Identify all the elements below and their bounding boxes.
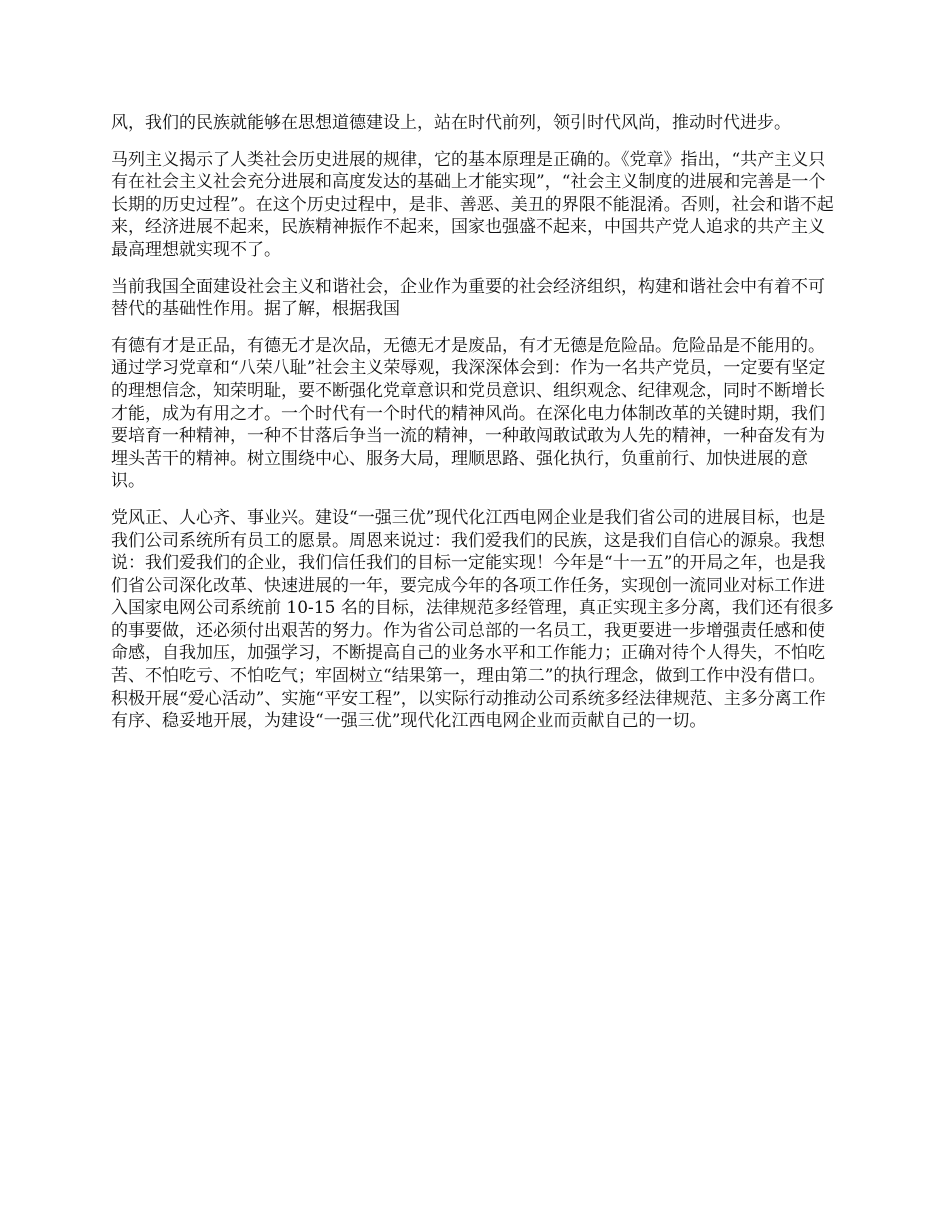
- document-body: [111, 112, 839, 747]
- paragraph-3: 当前我国全面建设社会主义和谐社会，企业作为重要的社会经济组织，构建和谐社会中有着不可替代的基础性作用。据了解，根据我国: [111, 276, 825, 320]
- paragraph-4: 有德有才是正品，有德无才是次品，无德无才是废品，有才无德是危险品。危险品是不能用的。通过学习党章和“八荣八耻”社会主义荣辱观，我深深体会到：作为一名共产党员，一定要有坚定的理想信念，知荣明耻，要不断强化党章意识和党员意识、组织观念、纪律观念，同时不断增长才能，成为有用之才。一个时代有一个时代的精神风尚。在深化电力体制改革的关键时期，我们要培育一种精神，一种不甘落后争当一流的精神，一种敢闯敢试敢为人先的精神，一种奋发有为埋头苦干的精神。树立围绕中心、服务大局，理顺思路、强化执行，负重前行、加快进展的意识。: [111, 335, 826, 492]
- paragraph-1: 风，我们的民族就能够在思想道德建设上，站在时代前列，领引时代风尚，推动时代进步。: [111, 113, 791, 133]
- paragraph-2: 马列主义揭示了人类社会历史进展的规律，它的基本原理是正确的。《党章》指出，“共产主义只有在社会主义社会充分进展和高度发达的基础上才能实现”，“社会主义制度的进展和完善是一个长期的历史过程”。在这个历史过程中，是非、善恶、美丑的界限不能混淆。否则，社会和谐不起来，经济进展不起来，民族精神振作不起来，国家也强盛不起来，中国共产党人追求的共产主义最高理想就实现不了。: [111, 149, 834, 260]
- paragraph-5: 党风正、人心齐、事业兴。建设“一强三优”现代化江西电网企业是我们省公司的进展目标，也是我们公司系统所有员工的愿景。周恩来说过：我们爱我们的民族，这是我们自信心的源泉。我想说：我们爱我们的企业，我们信任我们的目标一定能实现！今年是“十一五”的开局之年，也是我们省公司深化改革、快速进展的一年，要完成今年的各项工作任务，实现创一流同业对标工作进入国家电网公司系统前 10-15 名的目标，法律规范多经管理，真正实现主多分离，我们还有很多的事要做，还必须付出艰苦的努力。作为省公司总部的一名员工，我更要进一步增强责任感和使命感，自我加压，加强学习，不断提高自己的业务水平和工作能力；正确对待个人得失，不怕吃苦、不怕吃亏、不怕吃气；牢固树立“结果第一，理由第二”的执行理念，做到工作中没有借口。积极开展“爱心活动”、实施“平安工程”，以实际行动推动公司系统多经法律规范、主多分离工作有序、稳妥地开展，为建设“一强三优”现代化江西电网企业而贡献自己的一切。: [111, 507, 834, 732]
